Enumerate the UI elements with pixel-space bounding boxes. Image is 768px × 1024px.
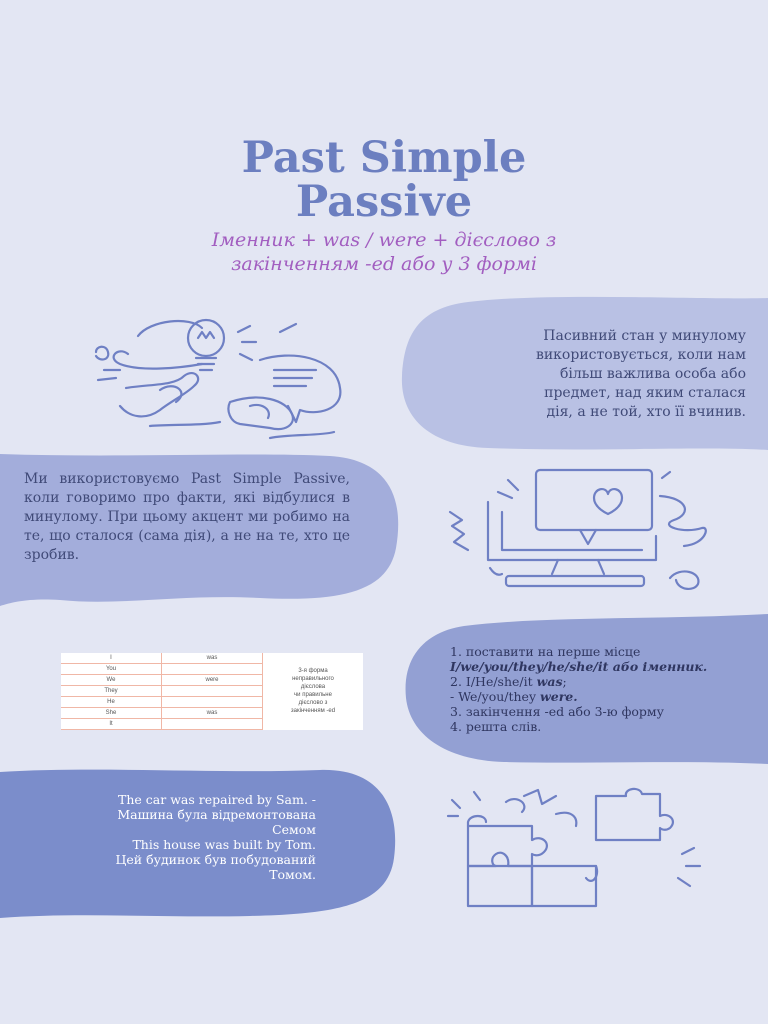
definition-text <box>430 327 746 422</box>
subtitle-line-1: Іменник + was / were + дієслово з <box>211 229 557 251</box>
form-line: неправильного <box>292 676 334 683</box>
rule-part-bold: were. <box>540 689 578 704</box>
table-cell-verb: was <box>162 708 263 719</box>
definition-line: предмет, над яким сталася <box>544 385 746 401</box>
rule-line: 3. закінчення -ed або 3-ю форму <box>450 704 664 719</box>
form-line: дієслова <box>300 684 326 691</box>
table-cell-verb <box>162 719 263 730</box>
example-line: Машина була відремонтована <box>117 807 316 822</box>
rule-line <box>450 689 750 704</box>
rule-part-bold: was <box>536 674 563 689</box>
example-line: Цей будинок був побудований <box>115 852 316 867</box>
form-line: чи правильне <box>294 692 332 699</box>
rule-line <box>450 674 750 689</box>
computer-heart-icon <box>448 468 710 592</box>
rule-part: - We/you/they <box>450 689 540 704</box>
table-cell-verb <box>162 686 263 697</box>
form-line: 3-я форма <box>298 668 328 675</box>
rule-line: 4. решта слів. <box>450 719 542 734</box>
rules-text <box>450 644 750 734</box>
definition-line: більш важлива особа або <box>559 366 746 382</box>
rule-line: 1. поставити на перше місце <box>450 644 641 659</box>
examples-text <box>30 792 316 882</box>
formula-subtitle <box>40 228 728 276</box>
subtitle-line-2: закінченням -ed або у 3 формі <box>231 253 537 275</box>
conjugation-table <box>61 653 363 730</box>
definition-line: використовується, коли нам <box>535 347 746 363</box>
definition-line: Пасивний стан у минулому <box>543 328 746 344</box>
table-cell-pronoun: You <box>61 664 162 675</box>
rule-line: I/we/you/they/he/she/it або іменник. <box>450 659 708 674</box>
example-line: The car was repaired by Sam. - <box>118 792 316 807</box>
form-line: дієслово з <box>298 700 328 707</box>
table-cell-pronoun: It <box>61 719 162 730</box>
table-cell-pronoun: I <box>61 653 162 664</box>
rule-part: 2. I/He/she/it <box>450 674 537 689</box>
title-line-2: Passive <box>295 177 473 227</box>
example-line: Семом <box>272 822 316 837</box>
definition-line: дія, а не той, хто її вчинив. <box>546 404 746 420</box>
table-row <box>61 653 363 664</box>
puzzle-icon <box>446 786 718 912</box>
table-cell-verb: were <box>162 675 263 686</box>
example-line: Томом. <box>269 867 316 882</box>
table-cell-pronoun: They <box>61 686 162 697</box>
lightbulb-hands-icon <box>90 306 352 446</box>
table-cell-verb <box>162 697 263 708</box>
table-cell-pronoun: He <box>61 697 162 708</box>
form-line: закінченням -ed <box>290 708 336 715</box>
rule-part: ; <box>562 674 567 689</box>
example-line: This house was built by Tom. <box>132 837 316 852</box>
title-line-1: Past Simple <box>241 133 527 183</box>
table-cell-form <box>263 653 364 730</box>
page-title <box>0 133 768 227</box>
table-cell-verb: was <box>162 653 263 664</box>
usage-text: Ми використовуємо Past Simple Passive, коли говоримо про факти, які відбулися в минулому. При цьому акцент ми робимо на те, що сталося (сама дія), а не на те, хто це зробив. <box>24 471 350 563</box>
table-cell-pronoun: She <box>61 708 162 719</box>
table-cell-verb <box>162 664 263 675</box>
table-cell-pronoun: We <box>61 675 162 686</box>
